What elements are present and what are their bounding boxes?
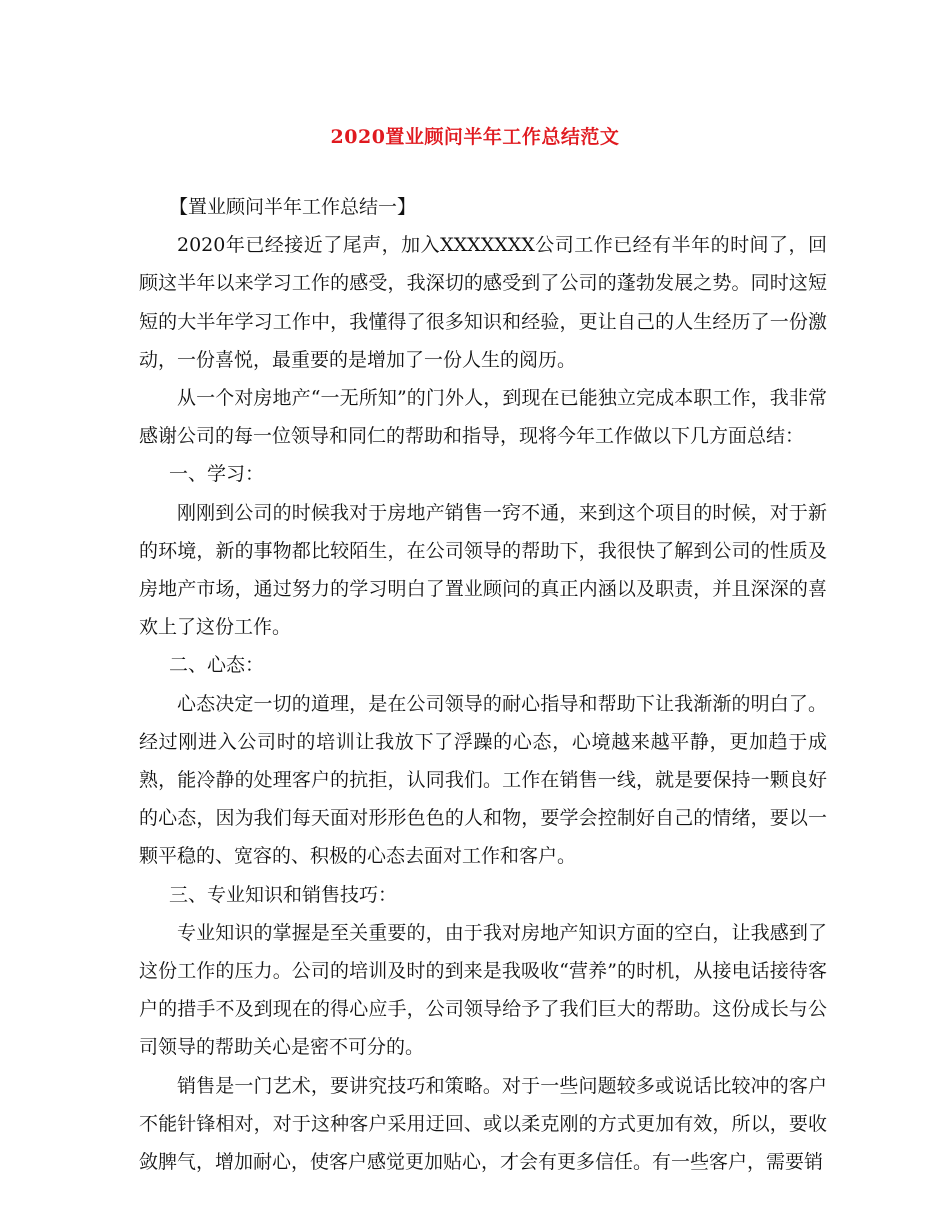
heading-skills: 三、专业知识和销售技巧： xyxy=(169,883,398,906)
heading-mindset: 二、心态： xyxy=(169,654,265,677)
heading-learning: 一、学习： xyxy=(169,463,265,486)
paragraph-intro: 2020年已经接近了尾声，加入XXXXXXX公司工作已经有半年的时间了，回顾这半年以来学习工作的感受，我深切的感受到了公司的蓬勃发展之势。同时这短短的大半年学习工作中，我懂得了很多知识和经验，更让自己的人生经历了一份激动，一份喜悦，最重要的是增加了一份人生的阅历。 xyxy=(139,234,827,371)
paragraph-mindset: 心态决定一切的道理，是在公司领导的耐心指导和帮助下让我渐渐的明白了。经过刚进入公司时的培训让我放下了浮躁的心态，心境越来越平静，更加趋于成熟，能冷静的处理客户的抗拒，认同我们。工作在销售一线，就是要保持一颗良好的心态，因为我们每天面对形形色色的人和物，要学会控制好自己的情绪，要以一颗平稳的、宽容的、积极的心态去面对工作和客户。 xyxy=(139,692,827,868)
paragraph-skills: 专业知识的掌握是至关重要的，由于我对房地产知识方面的空白，让我感到了这份工作的压力。公司的培训及时的到来是我吸收“营养”的时机，从接电话接待客户的措手不及到现在的得心应手，公司领导给予了我们巨大的帮助。这份成长与公司领导的帮助关心是密不可分的。 xyxy=(139,921,827,1059)
paragraph-sales: 销售是一门艺术，要讲究技巧和策略。对于一些问题较多或说话比较冲的客户不能针锋相对，对于这种客户采用迂回、或以柔克刚的方式更加有效，所以，要收敛脾气，增加耐心，使客户感觉更加贴心，才会有更多信任。有一些客户，需要销 xyxy=(139,1074,827,1174)
document-title: 2020置业顾问半年工作总结范文 xyxy=(330,126,620,148)
paragraph-learning: 刚刚到公司的时候我对于房地产销售一窍不通，来到这个项目的时候，对于新的环境，新的事物都比较陌生，在公司领导的帮助下，我很快了解到公司的性质及房地产市场，通过努力的学习明白了置业顾问的真正内涵以及职责，并且深深的喜欢上了这份工作。 xyxy=(139,501,827,639)
paragraph-summary: 从一个对房地产“一无所知”的门外人，到现在已能独立完成本职工作，我非常感谢公司的每一位领导和同仁的帮助和指导，现将今年工作做以下几方面总结： xyxy=(139,387,827,448)
document-body xyxy=(139,188,827,1181)
section-heading-1: 【置业顾问半年工作总结一】 xyxy=(169,196,417,218)
